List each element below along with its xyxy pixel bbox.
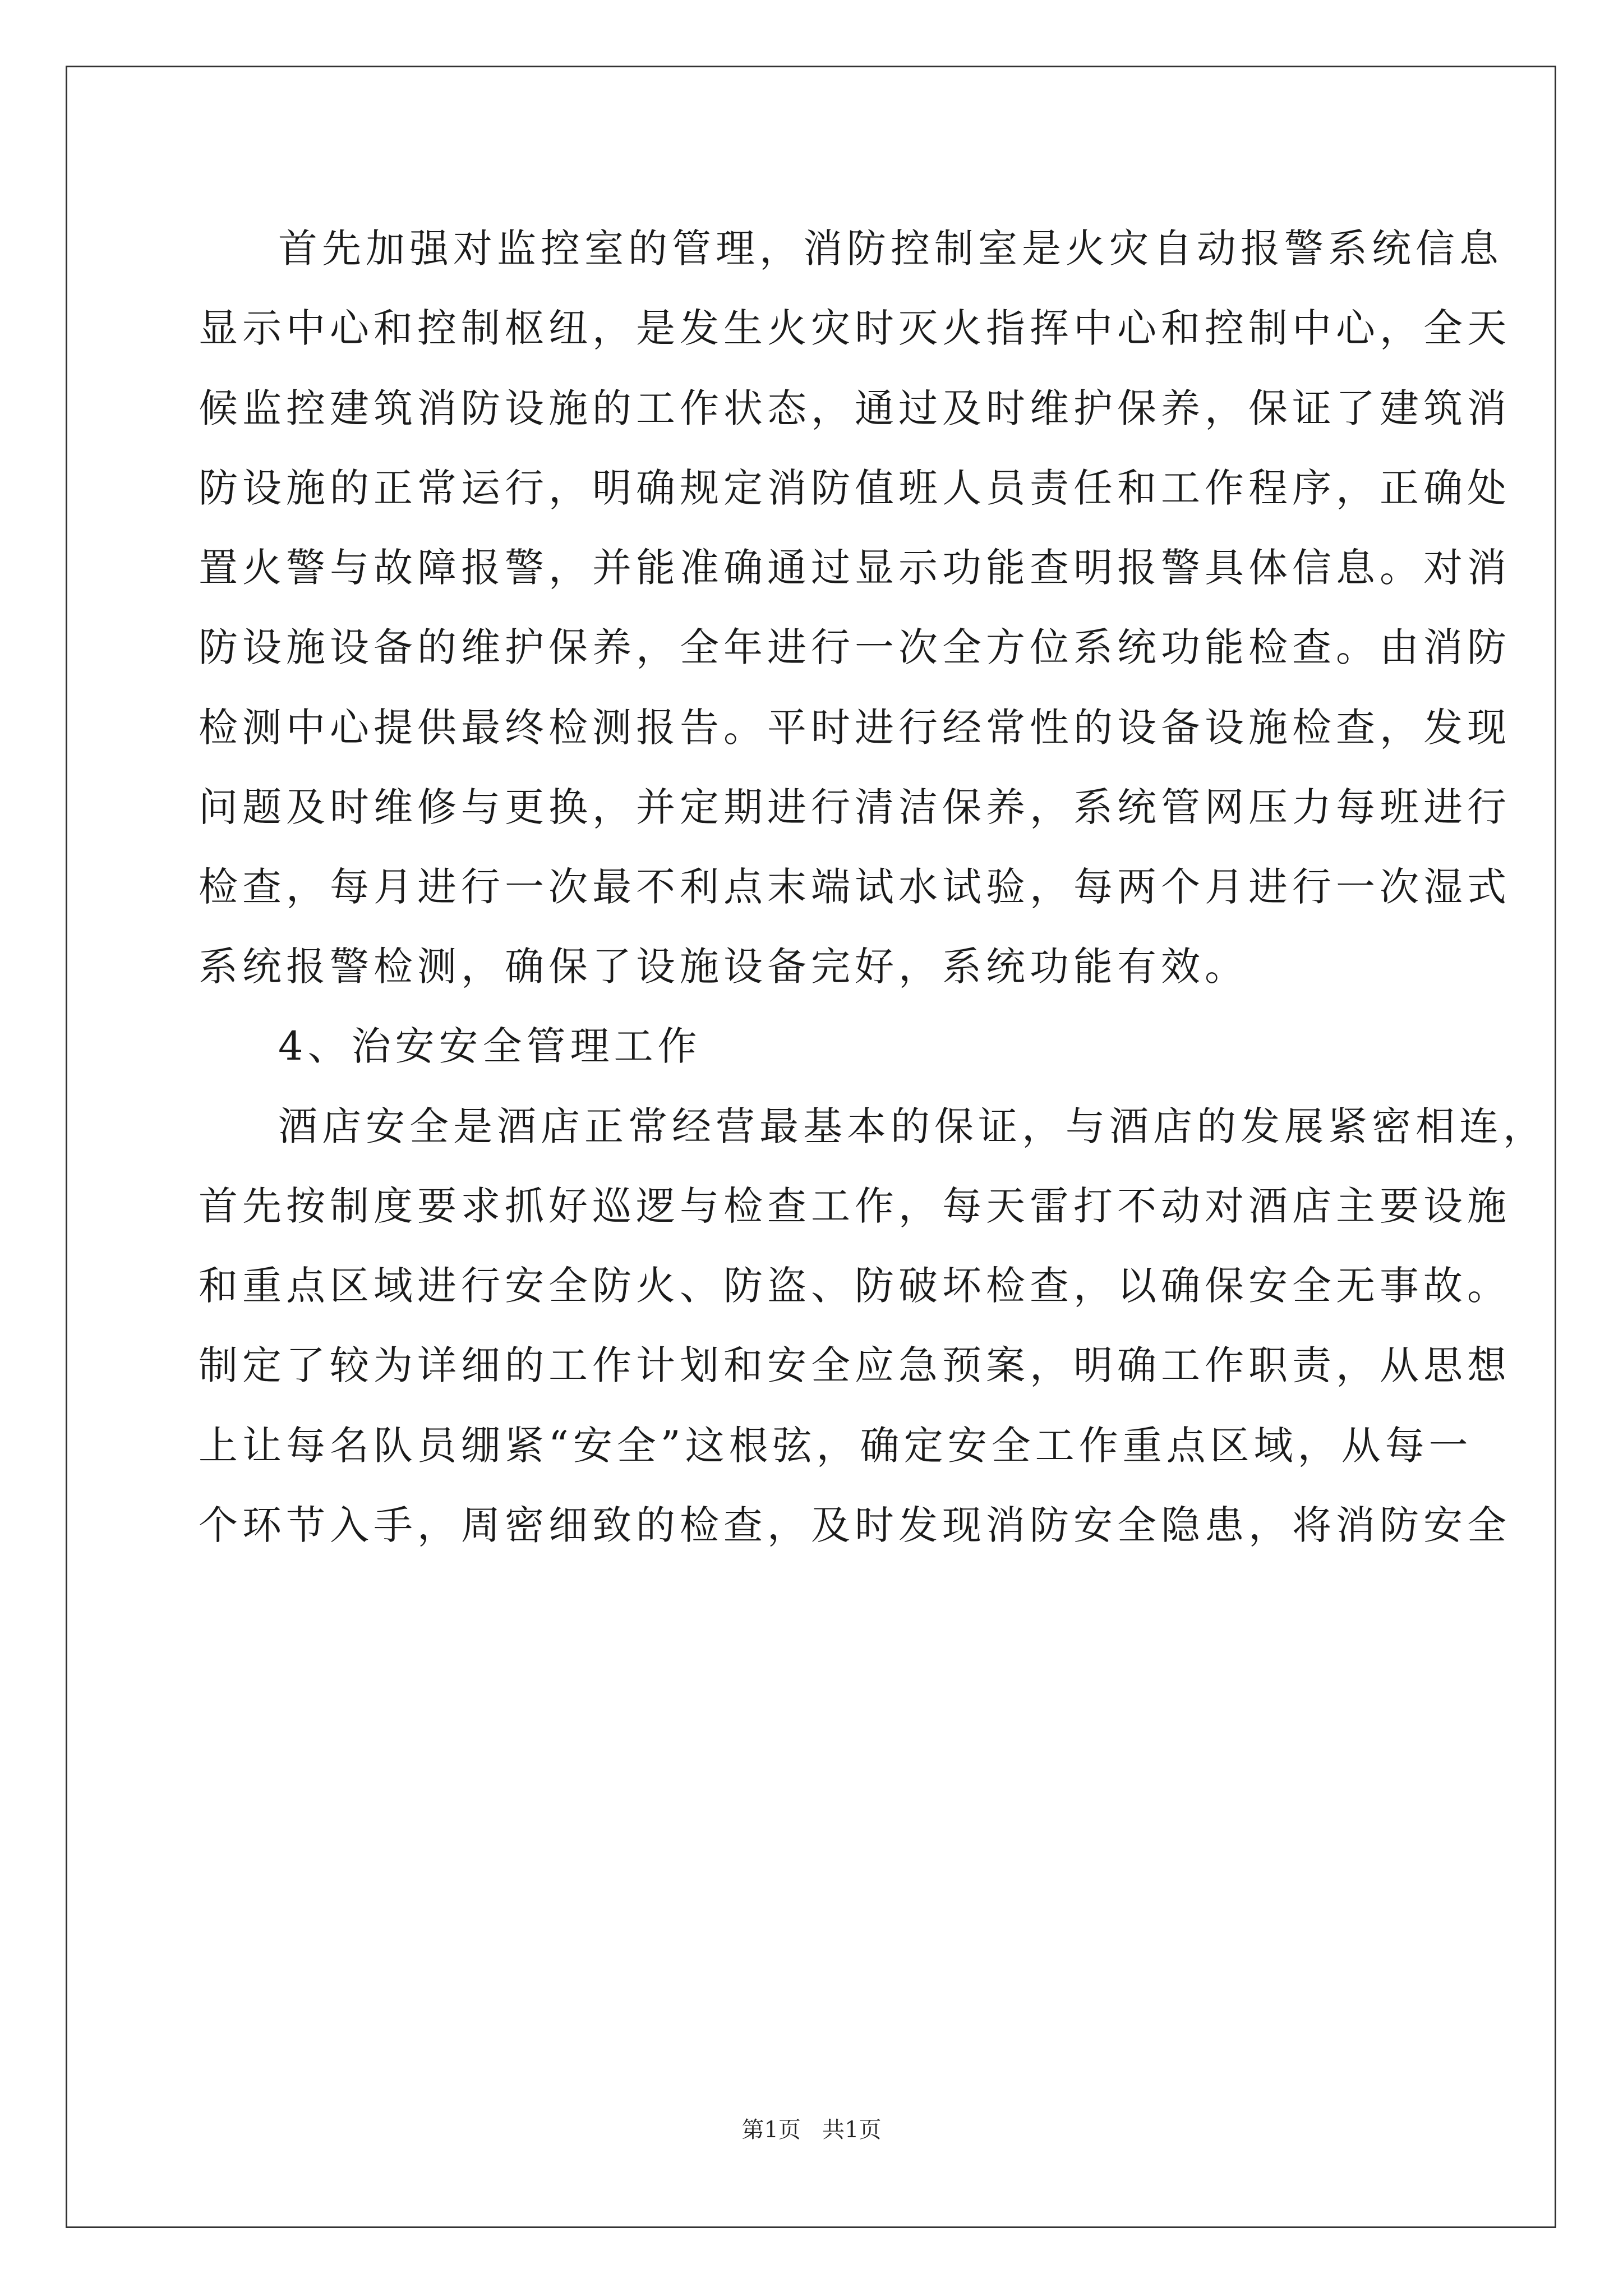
- paragraph-line: 防设施设备的维护保养，全年进行一次全方位系统功能检查。由消防: [199, 624, 1511, 670]
- paragraph-line: 置火警与故障报警，并能准确通过显示功能查明报警具体信息。对消: [199, 545, 1511, 591]
- paragraph-line: 候监控建筑消防设施的工作状态，通过及时维护保养，保证了建筑消: [199, 385, 1511, 431]
- paragraph-line: 酒店安全是酒店正常经营最基本的保证，与酒店的发展紧密相连，: [278, 1103, 1547, 1149]
- paragraph-line: 检测中心提供最终检测报告。平时进行经常性的设备设施检查，发现: [199, 705, 1511, 751]
- paragraph-line: 系统报警检测，确保了设施设备完好，系统功能有效。: [199, 944, 1248, 990]
- paragraph-line: 个环节入手，周密细致的检查，及时发现消防安全隐患，将消防安全: [199, 1502, 1511, 1548]
- paragraph-line: 首先按制度要求抓好巡逻与检查工作，每天雷打不动对酒店主要设施: [199, 1183, 1511, 1229]
- paragraph-line: 问题及时维修与更换，并定期进行清洁保养，系统管网压力每班进行: [199, 784, 1511, 830]
- paragraph-line: 显示中心和控制枢纽，是发生火灾时灭火指挥中心和控制中心，全天: [199, 305, 1511, 351]
- paragraph-line: 检查，每月进行一次最不利点末端试水试验，每两个月进行一次湿式: [199, 864, 1511, 910]
- section-heading: 4、治安安全管理工作: [278, 1023, 702, 1069]
- paragraph-line: 首先加强对监控室的管理，消防控制室是火灾自动报警系统信息: [278, 226, 1503, 272]
- paragraph-line: 上让每名队员绷紧“安全”这根弦，确定安全工作重点区域，从每一: [199, 1423, 1473, 1469]
- paragraph-line: 制定了较为详细的工作计划和安全应急预案，明确工作职责，从思想: [199, 1342, 1511, 1388]
- paragraph-line: 防设施的正常运行，明确规定消防值班人员责任和工作程序，正确处: [199, 465, 1511, 511]
- page-number-footer: 第1页 共1页: [741, 2117, 882, 2143]
- paragraph-line: 和重点区域进行安全防火、防盗、防破坏检查，以确保安全无事故。: [199, 1263, 1511, 1309]
